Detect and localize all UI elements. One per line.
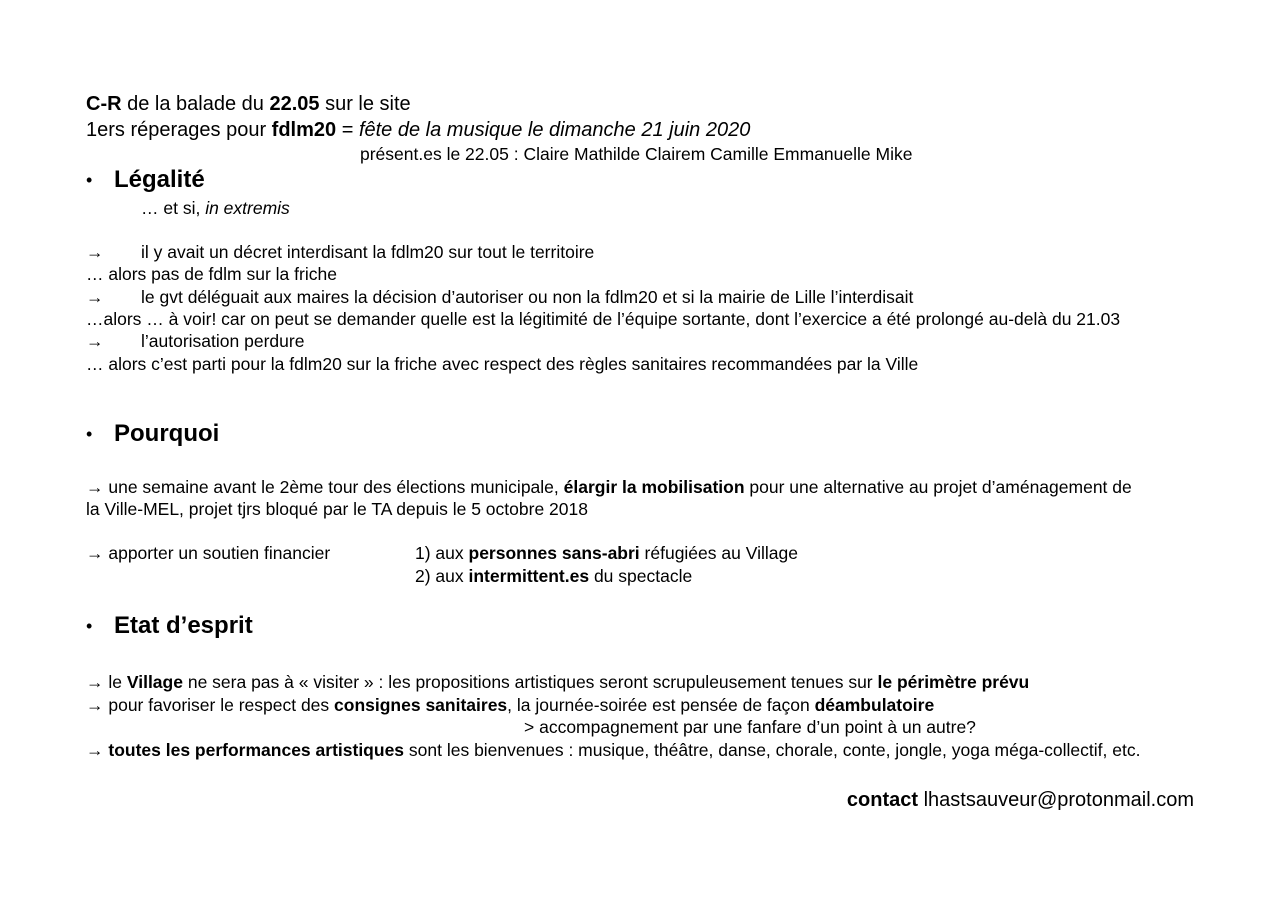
pourquoi-line-2: → apporter un soutien financier — [86, 543, 331, 563]
arrow-icon: → — [86, 287, 104, 307]
attendees-line: présent.es le 22.05 : Claire Mathilde Clairem Camille Emmanuelle Mike — [360, 144, 913, 164]
document-subtitle: 1ers réperages pour fdlm20 = fête de la musique le dimanche 21 juin 2020 — [86, 119, 751, 141]
arrow-icon: → — [86, 672, 104, 692]
contact-email[interactable]: lhastsauveur@protonmail.com — [918, 789, 1194, 811]
arrow-icon: → — [86, 477, 104, 497]
esprit-line-2: → pour favoriser le respect des consignes sanitaires, la journée-soirée est pensée de façon déambulatoire — [86, 695, 935, 715]
document-title: C-R de la balade du 22.05 sur le site — [86, 93, 411, 115]
contact-label: contact — [846, 789, 919, 811]
pourquoi-line-1: → une semaine avant le 2ème tour des élections municipale, élargir la mobilisation pour une alternative au projet d’aménagement de — [86, 477, 1132, 497]
arrow-icon: → — [86, 242, 104, 262]
legalite-line-4: …alors … à voir! car on peut se demander quelle est la légitimité de l’équipe sortante, dont l’exercice a été prolongé au-delà du 21.03 — [86, 309, 1121, 329]
arrow-icon: → — [86, 543, 104, 563]
section-heading-esprit: Etat d’esprit — [114, 612, 253, 639]
contact-line — [847, 787, 1194, 813]
bullet: • — [86, 424, 93, 444]
section-heading-legalite: Légalité — [114, 166, 205, 193]
pourquoi-line-1-cont: la Ville-MEL, projet tjrs bloqué par le TA depuis le 5 octobre 2018 — [86, 499, 588, 519]
legalite-line-1: il y avait un décret interdisant la fdlm20 sur tout le territoire — [141, 242, 595, 262]
legalite-line-3: le gvt déléguait aux maires la décision d’autoriser ou non la fdlm20 et si la mairie de Lille l’interdisait — [141, 287, 914, 307]
legalite-line-6: … alors c’est parti pour la fdlm20 sur la friche avec respect des règles sanitaires recommandées par la Ville — [86, 354, 919, 374]
esprit-line-2-sub: > accompagnement par une fanfare d’un point à un autre? — [524, 717, 976, 737]
section-heading-pourquoi: Pourquoi — [114, 420, 220, 447]
title-cr: C-R — [86, 93, 122, 115]
pourquoi-item-2: 2) aux intermittent.es du spectacle — [415, 566, 693, 586]
esprit-line-1: → le Village ne sera pas à « visiter » : les propositions artistiques seront scrupuleusement tenues sur le périmètre prévu — [86, 672, 1030, 692]
bullet: • — [86, 616, 93, 636]
legalite-intro: … et si, in extremis — [141, 198, 290, 218]
pourquoi-item-1: 1) aux personnes sans-abri réfugiées au Village — [415, 543, 798, 563]
bullet: • — [86, 170, 93, 190]
legalite-line-2: … alors pas de fdlm sur la friche — [86, 264, 337, 284]
esprit-line-3: → toutes les performances artistiques sont les bienvenues : musique, théâtre, danse, chorale, conte, jongle, yoga méga-collectif, etc. — [86, 740, 1141, 760]
arrow-icon: → — [86, 331, 104, 351]
legalite-line-5: l’autorisation perdure — [141, 331, 305, 351]
arrow-icon: → — [86, 695, 104, 715]
arrow-icon: → — [86, 740, 104, 760]
